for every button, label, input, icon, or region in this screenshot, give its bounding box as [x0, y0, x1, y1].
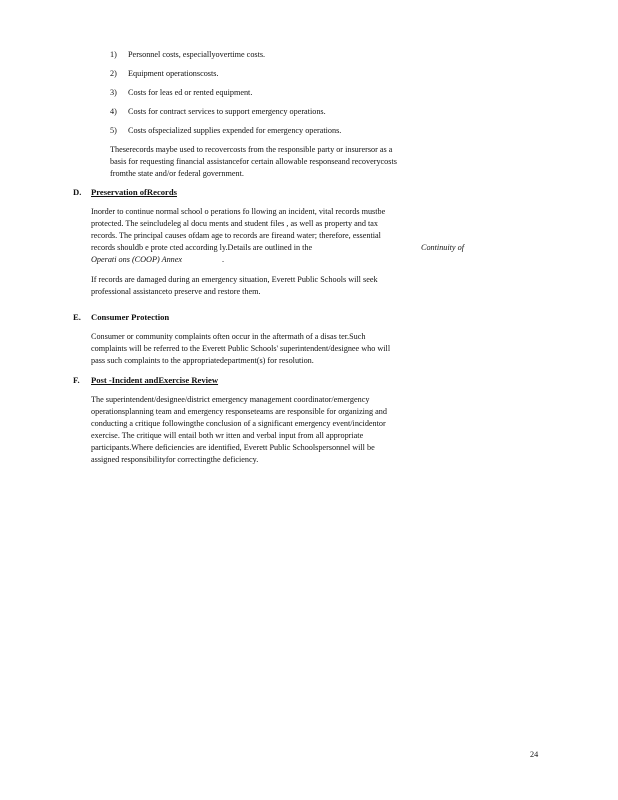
page-number: 24: [530, 750, 539, 759]
annex-title-italic: Operati ons (COOP) Annex: [91, 255, 183, 264]
annex-title-italic: Continuity of: [421, 243, 464, 252]
list-item: Personnel costs, especiallyovertime costs.: [128, 50, 266, 59]
list-number: 3): [110, 88, 117, 97]
body-text-line: If records are damaged during an emergency situation, Everett Public Schools will seek: [91, 275, 378, 284]
body-text-line: assigned responsibilityfor correctingthe deficiency.: [91, 455, 259, 464]
list-item: Costs for contract services to support emergency operations.: [128, 107, 326, 116]
section-heading: Post -Incident andExercise Review: [91, 375, 219, 385]
body-text-line: Theserecords maybe used to recovercosts from the responsible party or insurersor as a: [110, 145, 393, 154]
list-item: Equipment operationscosts.: [128, 69, 219, 78]
body-text-line: Inorder to continue normal school o perations fo llowing an incident, vital records mustbe: [91, 207, 386, 216]
body-text-line: records. The principal causes ofdam age to records are fireand water; therefore, essential: [91, 231, 381, 240]
list-number: 4): [110, 107, 117, 116]
list-number: 5): [110, 126, 117, 135]
body-text-line: basis for requesting financial assistancefor certain allowable responseand recoverycosts: [110, 157, 397, 166]
body-text-line: Consumer or community complaints often occur in the aftermath of a disas ter.Such: [91, 332, 366, 341]
body-text-line: operationsplanning team and emergency responseteams are responsible for organizing and: [91, 407, 387, 416]
body-text-line: professional assistanceto preserve and restore them.: [91, 287, 261, 296]
body-text-line: The superintendent/designee/district emergency management coordinator/emergency: [91, 395, 370, 404]
section-letter: F.: [73, 375, 80, 385]
section-letter: E.: [73, 312, 81, 322]
body-text-line: records shouldb e prote cted according ly.Details are outlined in the: [91, 243, 313, 252]
body-text-line: complaints will be referred to the Everett Public Schools' superintendent/designee who will: [91, 344, 391, 353]
section-heading: Preservation ofRecords: [91, 187, 177, 197]
list-number: 1): [110, 50, 117, 59]
list-item: Costs for leas ed or rented equipment.: [128, 88, 253, 97]
section-heading: Consumer Protection: [91, 312, 170, 322]
body-text-line: exercise. The critique will entail both wr itten and verbal input from all appropriate: [91, 431, 364, 440]
list-item: Costs ofspecialized supplies expended for emergency operations.: [128, 126, 342, 135]
section-letter: D.: [73, 187, 82, 197]
body-text-line: .: [222, 255, 225, 264]
list-number: 2): [110, 69, 117, 78]
body-text-line: fromthe state and/or federal government.: [110, 169, 244, 178]
body-text-line: pass such complaints to the appropriatedepartment(s) for resolution.: [91, 356, 314, 365]
body-text-line: conducting a critique followingthe conclusion of a significant emergency event/incidentor: [91, 419, 386, 428]
body-text-line: protected. The seincludeleg al docu ments and student files , as well as property and tax: [91, 219, 379, 228]
body-text-line: participants.Where deficiencies are identified, Everett Public Schoolspersonnel will be: [91, 443, 375, 452]
